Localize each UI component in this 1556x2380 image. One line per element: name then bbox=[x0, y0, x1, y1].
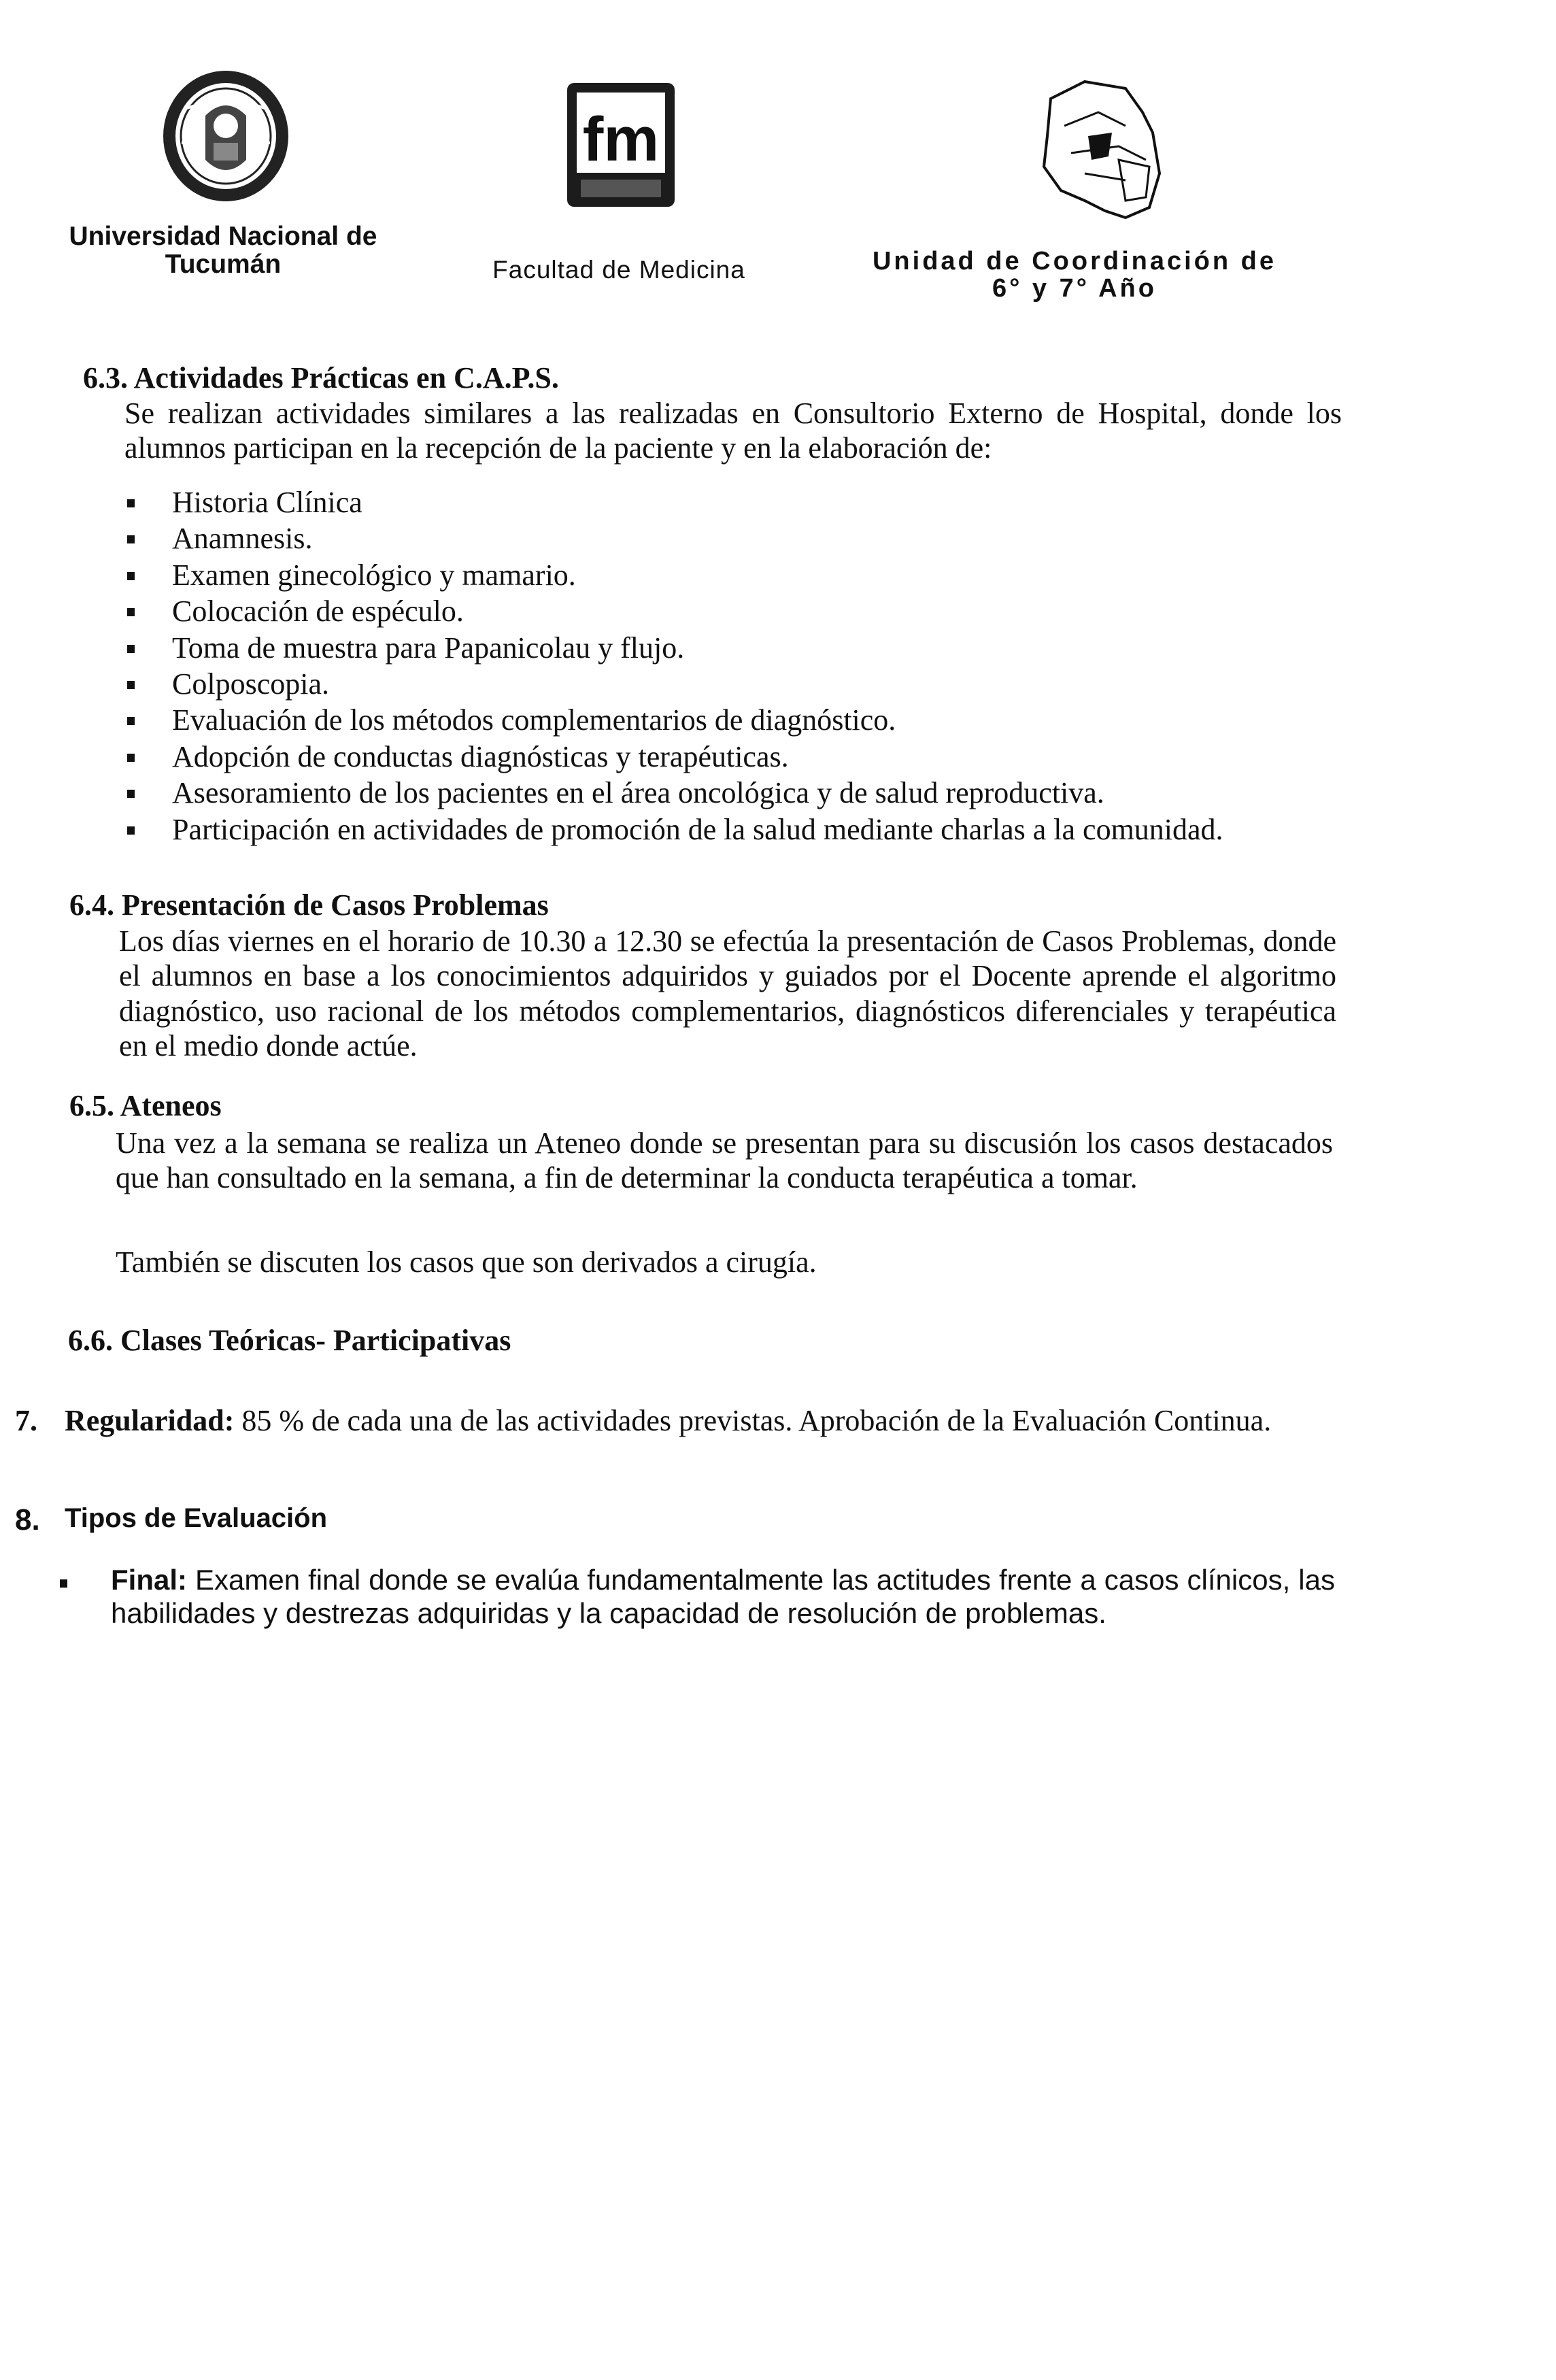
list-item-text: Historia Clínica bbox=[172, 486, 362, 519]
coordination-unit-line2: 6° y 7° Año bbox=[992, 273, 1157, 303]
list-item bbox=[124, 811, 1362, 848]
section-8-number: 8. bbox=[15, 1503, 40, 1537]
bullet-icon bbox=[127, 681, 135, 689]
bullet-icon bbox=[127, 790, 135, 798]
section-6-3-heading: 6.3. Actividades Prácticas en C.A.P.S. bbox=[83, 361, 559, 395]
bullet-icon bbox=[127, 572, 135, 580]
section-7-paragraph bbox=[65, 1403, 1336, 1438]
university-seal-icon bbox=[158, 68, 294, 204]
list-item bbox=[124, 520, 1362, 556]
fm-faculty-logo-icon bbox=[564, 80, 677, 209]
section-7-label: Regularidad: bbox=[65, 1404, 235, 1437]
list-item-text: Evaluación de los métodos complementarios de diagnóstico. bbox=[172, 703, 896, 737]
university-name-line1: Universidad Nacional de bbox=[69, 222, 377, 251]
section-6-6-heading: 6.6. Clases Teóricas- Participativas bbox=[68, 1324, 511, 1357]
section-6-5-heading: 6.5. Ateneos bbox=[69, 1089, 222, 1122]
list-item bbox=[124, 739, 1362, 775]
bullet-icon bbox=[127, 754, 135, 762]
section-6-4-heading: 6.4. Presentación de Casos Problemas bbox=[69, 888, 549, 922]
section-8-item bbox=[111, 1563, 1335, 1630]
list-item-text: Colposcopia. bbox=[172, 667, 329, 701]
section-8-bullet bbox=[60, 1579, 67, 1588]
list-item bbox=[124, 557, 1362, 593]
list-item-text: Colocación de espéculo. bbox=[172, 594, 464, 628]
section-7-text: 85 % de cada una de las actividades previstas. Aprobación de la Evaluación Continua. bbox=[241, 1404, 1272, 1437]
list-item-text: Toma de muestra para Papanicolau y flujo. bbox=[172, 631, 685, 665]
bullet-icon bbox=[127, 535, 135, 543]
section-6-3-intro: Se realizan actividades similares a las realizadas en Consultorio Externo de Hospital, donde los alumnos participan en la recepción de la paciente y en la elaboración de: bbox=[124, 397, 1342, 465]
bullet-icon bbox=[127, 717, 135, 725]
section-6-3-list bbox=[124, 484, 1362, 848]
list-item bbox=[124, 484, 1362, 520]
list-item bbox=[124, 666, 1362, 702]
bullet-icon bbox=[127, 645, 135, 653]
bullet-icon bbox=[127, 608, 135, 616]
section-7-number: 7. bbox=[15, 1404, 37, 1437]
section-6-5-text1: Una vez a la semana se realiza un Ateneo donde se presentan para su discusión los casos destacados que han consultado en la semana, a fin de determinar la conducta terapéutica a tomar. bbox=[116, 1126, 1333, 1195]
list-item bbox=[124, 630, 1362, 666]
coordination-unit-line1: Unidad de Coordinación de bbox=[872, 247, 1277, 275]
section-6-4-text: Los días viernes en el horario de 10.30 a 12.30 se efectúa la presentación de Casos Problemas, donde el alumnos en base a los conocimientos adquiridos y guiados por el Docente aprende el algoritmo diagnóstico, uso racional de los métodos complementarios, diagnósticos diferenciales y terapéutica en el medio donde actúe. bbox=[119, 924, 1336, 1063]
section-8-item-text: Examen final donde se evalúa fundamentalmente las actitudes frente a casos clínicos, las habilidades y destrezas adquiridas y la capacidad de resolución de problemas. bbox=[111, 1564, 1335, 1630]
bullet-icon bbox=[127, 826, 135, 835]
province-map-icon bbox=[1024, 71, 1173, 228]
university-name bbox=[33, 223, 413, 279]
list-item bbox=[124, 775, 1362, 811]
list-item-text: Adopción de conductas diagnósticas y terapéuticas. bbox=[172, 739, 789, 773]
section-6-5-text2: También se discuten los casos que son derivados a cirugía. bbox=[116, 1245, 817, 1279]
faculty-name bbox=[415, 257, 823, 284]
svg-text:fm: fm bbox=[582, 105, 660, 174]
bullet-icon bbox=[127, 499, 135, 507]
coordination-unit-name bbox=[806, 248, 1343, 303]
list-item-text: Participación en actividades de promoción de la salud mediante charlas a la comunidad. bbox=[172, 812, 1223, 846]
faculty-name-text: Facultad de Medicina bbox=[492, 256, 745, 284]
university-name-line2: Tucumán bbox=[165, 249, 282, 279]
section-8-item-label: Final: bbox=[111, 1564, 187, 1596]
list-item bbox=[124, 593, 1362, 629]
list-item-text: Examen ginecológico y mamario. bbox=[172, 558, 576, 592]
list-item-text: Anamnesis. bbox=[172, 522, 313, 556]
list-item bbox=[124, 702, 1362, 738]
list-item-text: Asesoramiento de los pacientes en el área oncológica y de salud reproductiva. bbox=[172, 776, 1104, 810]
section-8-heading: Tipos de Evaluación bbox=[65, 1503, 328, 1533]
